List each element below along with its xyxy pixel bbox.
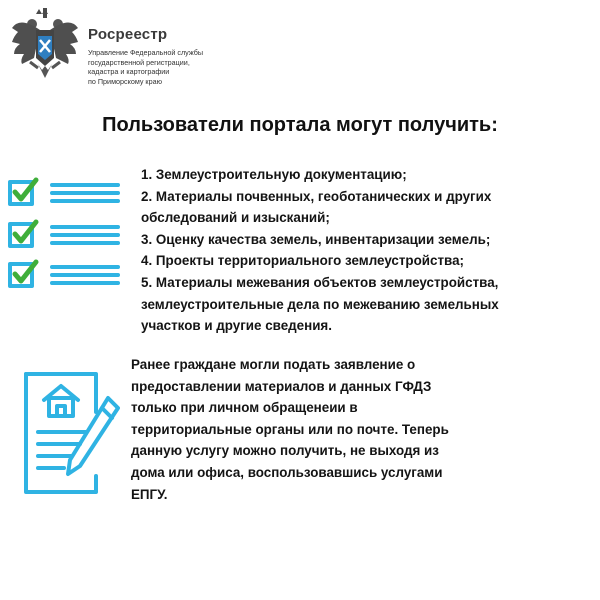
header: [10, 8, 270, 88]
rosreestr-emblem-icon: [10, 8, 80, 84]
list-item: 4. Проекты территориального землеустройства;: [141, 253, 464, 269]
org-subtitle-line: по Приморскому краю: [88, 76, 162, 86]
org-name: Росреестр: [88, 26, 168, 43]
paragraph-line: дома или офиса, воспользовавшись услугами: [131, 464, 443, 480]
paragraph-line: территориальные органы или по почте. Теперь: [131, 421, 449, 437]
checklist-icon: [6, 174, 126, 294]
paragraph-line: ЕПГУ.: [131, 486, 168, 502]
list-item: 2. Материалы почвенных, геоботанических и других: [141, 188, 492, 204]
org-subtitle-line: государственной регистрации,: [88, 57, 190, 67]
list-item: участков и другие сведения.: [141, 318, 332, 334]
list-item: обследований и изысканий;: [141, 210, 330, 226]
org-subtitle-line: кадастра и картографии: [88, 67, 170, 76]
info-paragraph: [131, 354, 531, 505]
org-subtitle: [88, 48, 268, 86]
paragraph-line: только при личном обращенеии в: [131, 400, 358, 416]
list-item: 1. Землеустроительную документацию;: [141, 167, 407, 182]
list-item: 3. Оценку качества земель, инвентаризации земель;: [141, 231, 491, 247]
list-item: землеустроительные дела по межеванию земельных: [141, 296, 499, 312]
services-list: [141, 164, 581, 337]
org-subtitle-line: Управление Федеральной службы: [88, 48, 203, 57]
document-house-pen-icon: [16, 364, 126, 504]
paragraph-line: Ранее граждане могли подать заявление о: [131, 357, 416, 372]
list-item: 5. Материалы межевания объектов землеустройства,: [141, 274, 499, 290]
paragraph-line: данную услугу можно получить, не выходя из: [131, 443, 439, 459]
paragraph-line: предоставлении материалов и данных ГФДЗ: [131, 378, 432, 394]
page-title: Пользователи портала могут получить:: [102, 114, 498, 136]
